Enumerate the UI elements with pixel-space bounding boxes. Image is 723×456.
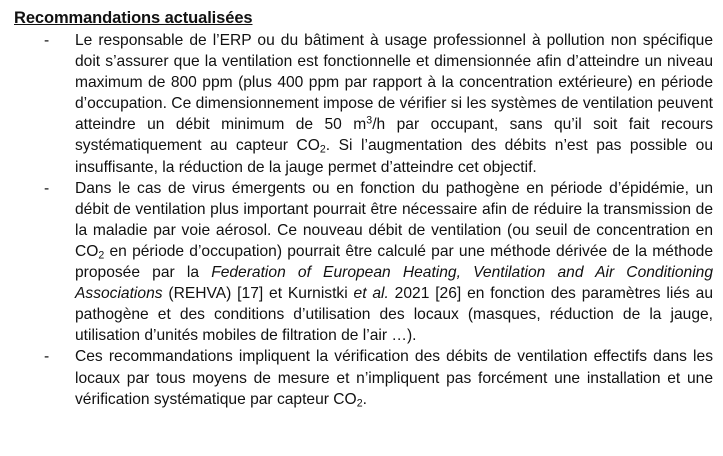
subscript: 2 (356, 397, 363, 410)
italic-text: Federation of European Heating, Ventilation and Air Conditioning Associations (75, 264, 713, 303)
italic-text: et al. (353, 285, 389, 303)
bullet-dash: - (44, 179, 50, 197)
list-item (14, 346, 713, 409)
list-item (14, 178, 713, 347)
item-text: 2021 [26] en fonction des paramètres liés au pathogène et des conditions d’utilisation des locaux (masques, réduction de la jauge, utilisation d’unités mobiles de filtration de l’air …). (75, 285, 713, 345)
item-text: (REHVA) [17] et Kurnistki (162, 285, 354, 303)
bullet-dash: - (44, 32, 50, 49)
superscript: 3 (366, 115, 373, 128)
item-text: . (362, 390, 367, 408)
item-text: en période d’occupation) pourrait être calculé par une méthode dérivée de la méthode proposée par la (75, 242, 713, 282)
subscript: 2 (98, 249, 105, 262)
list-item (14, 30, 713, 178)
recommendation-list (14, 30, 713, 410)
item-text: Dans le cas de virus émergents ou en fonction du pathogène en période d’épidémie, un débit de ventilation plus important pourrait être nécessaire afin de réduire la transmission de la maladie par voie aérosol. Ce nouveau débit de ventilation (ou seuil de concentration en CO (75, 179, 713, 260)
subscript: 2 (319, 144, 326, 157)
bullet-dash: - (44, 348, 50, 366)
item-text: Le responsable de l’ERP ou du bâtiment à usage professionnel à pollution non spécifique doit s’assurer que la ventilation est fonctionnelle et dimensionnée afin d’atteindre un niveau maximum de 800 ppm (plus 400 ppm par rapport à la concentration extérieure) en période d’occupation. Ce dimensionnement impose de vérifier si les systèmes de ventilation peuvent atteindre un débit minimum de 50 m (75, 32, 713, 134)
section-heading: Recommandations actualisées (14, 9, 253, 27)
item-text: . Si l’augmentation des débits n’est pas possible ou insuffisante, la réduction de la jauge permet d’atteindre cet objectif. (75, 137, 713, 176)
item-text: Ces recommandations impliquent la vérification des débits de ventilation effectifs dans les locaux par tous moyens de mesure et n’impliquent pas forcément une installation et une vérification systématique par capteur CO (75, 348, 713, 408)
item-text: /h par occupant, sans qu’il soit fait recours systématiquement au capteur CO (75, 116, 714, 155)
